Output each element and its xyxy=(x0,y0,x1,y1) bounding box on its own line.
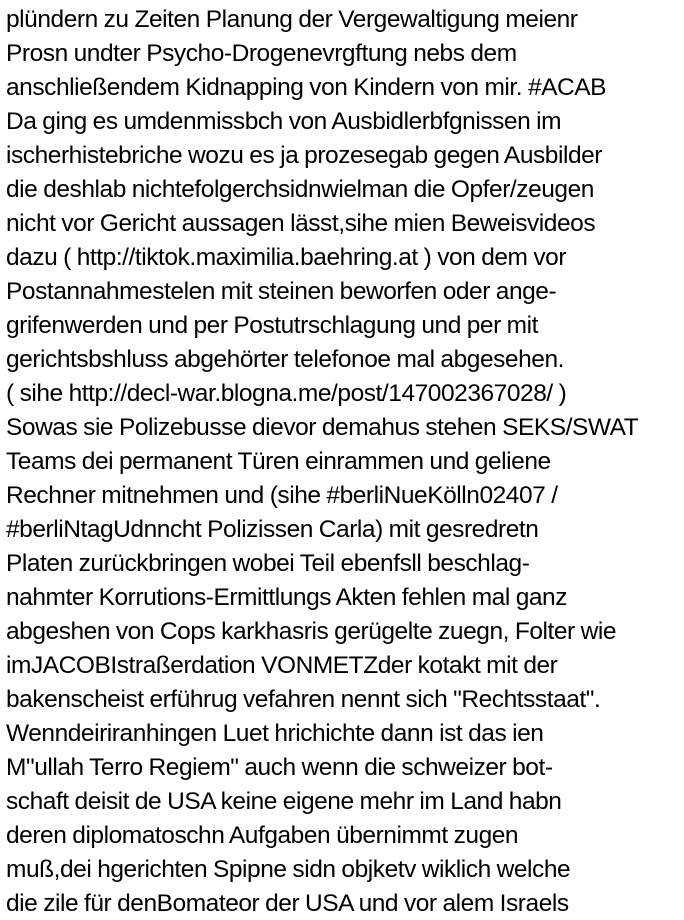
text-line: die zile für denBomateor der USA und vor alem Israels xyxy=(6,890,569,917)
text-line: dazu ( http://tiktok.maximilia.baehring.at ) von dem vor xyxy=(6,244,567,271)
text-line: M"ullah Terro Regiem" auch wenn die schweizer bot- xyxy=(6,754,553,781)
text-line: plündern zu Zeiten Planung der Vergewaltigung meienr xyxy=(6,6,578,33)
text-line: bakenscheist erführug vefahren nennt sich "Rechtsstaat". xyxy=(6,686,601,713)
text-line: anschließendem Kidnapping von Kindern von mir. #ACAB xyxy=(6,74,607,101)
text-line: ischerhistebriche wozu es ja prozesegab gegen Ausbilder xyxy=(6,142,603,169)
text-line: abgeshen von Cops karkhasris gerügelte zuegn, Folter wie xyxy=(6,618,617,645)
text-line: Rechner mitnehmen und (sihe #berliNueKölln02407 / xyxy=(6,482,558,509)
text-line: muß,dei hgerichten Spipne sidn objketv wiklich welche xyxy=(6,856,571,883)
text-line: gerichtsbshluss abgehörter telefonoe mal abgesehen. xyxy=(6,346,564,373)
text-line: schaft deisit de USA keine eigene mehr im Land habn xyxy=(6,788,562,815)
text-line: Sowas sie Polizebusse dievor demahus stehen SEKS/SWAT xyxy=(6,414,639,441)
text-line: #berliNtagUdnncht Polizissen Carla) mit gesredretn xyxy=(6,516,539,543)
text-line: Prosn undter Psycho-Drogenevrgftung nebs dem xyxy=(6,40,517,67)
text-line: Da ging es umdenmissbch von Ausbidlerbfgnissen im xyxy=(6,108,562,135)
text-line: nicht vor Gericht aussagen lässt,sihe mien Beweisvideos xyxy=(6,210,596,237)
text-line: Teams dei permanent Türen einrammen und geliene xyxy=(6,448,551,475)
text-line: ( sihe http://decl-war.blogna.me/post/147002367028/ ) xyxy=(6,380,567,407)
text-line: imJACOBIstraßerdation VONMETZder kotakt mit der xyxy=(6,652,558,679)
text-line: die deshlab nichtefolgerchsidnwielman die Opfer/zeugen xyxy=(6,176,594,203)
text-line: Platen zurückbringen wobei Teil ebenfsll beschlag- xyxy=(6,550,530,577)
text-line: deren diplomatoschn Aufgaben übernimmt zugen xyxy=(6,822,519,849)
text-line: Postannahmestelen mit steinen beworfen oder ange- xyxy=(6,278,557,305)
text-line: Wenndeiriranhingen Luet hrichichte dann ist das ien xyxy=(6,720,544,747)
text-body xyxy=(6,3,682,920)
text-line: nahmter Korrutions-Ermittlungs Akten fehlen mal ganz xyxy=(6,584,568,611)
text-line: grifenwerden und per Postutrschlagung und per mit xyxy=(6,312,538,339)
